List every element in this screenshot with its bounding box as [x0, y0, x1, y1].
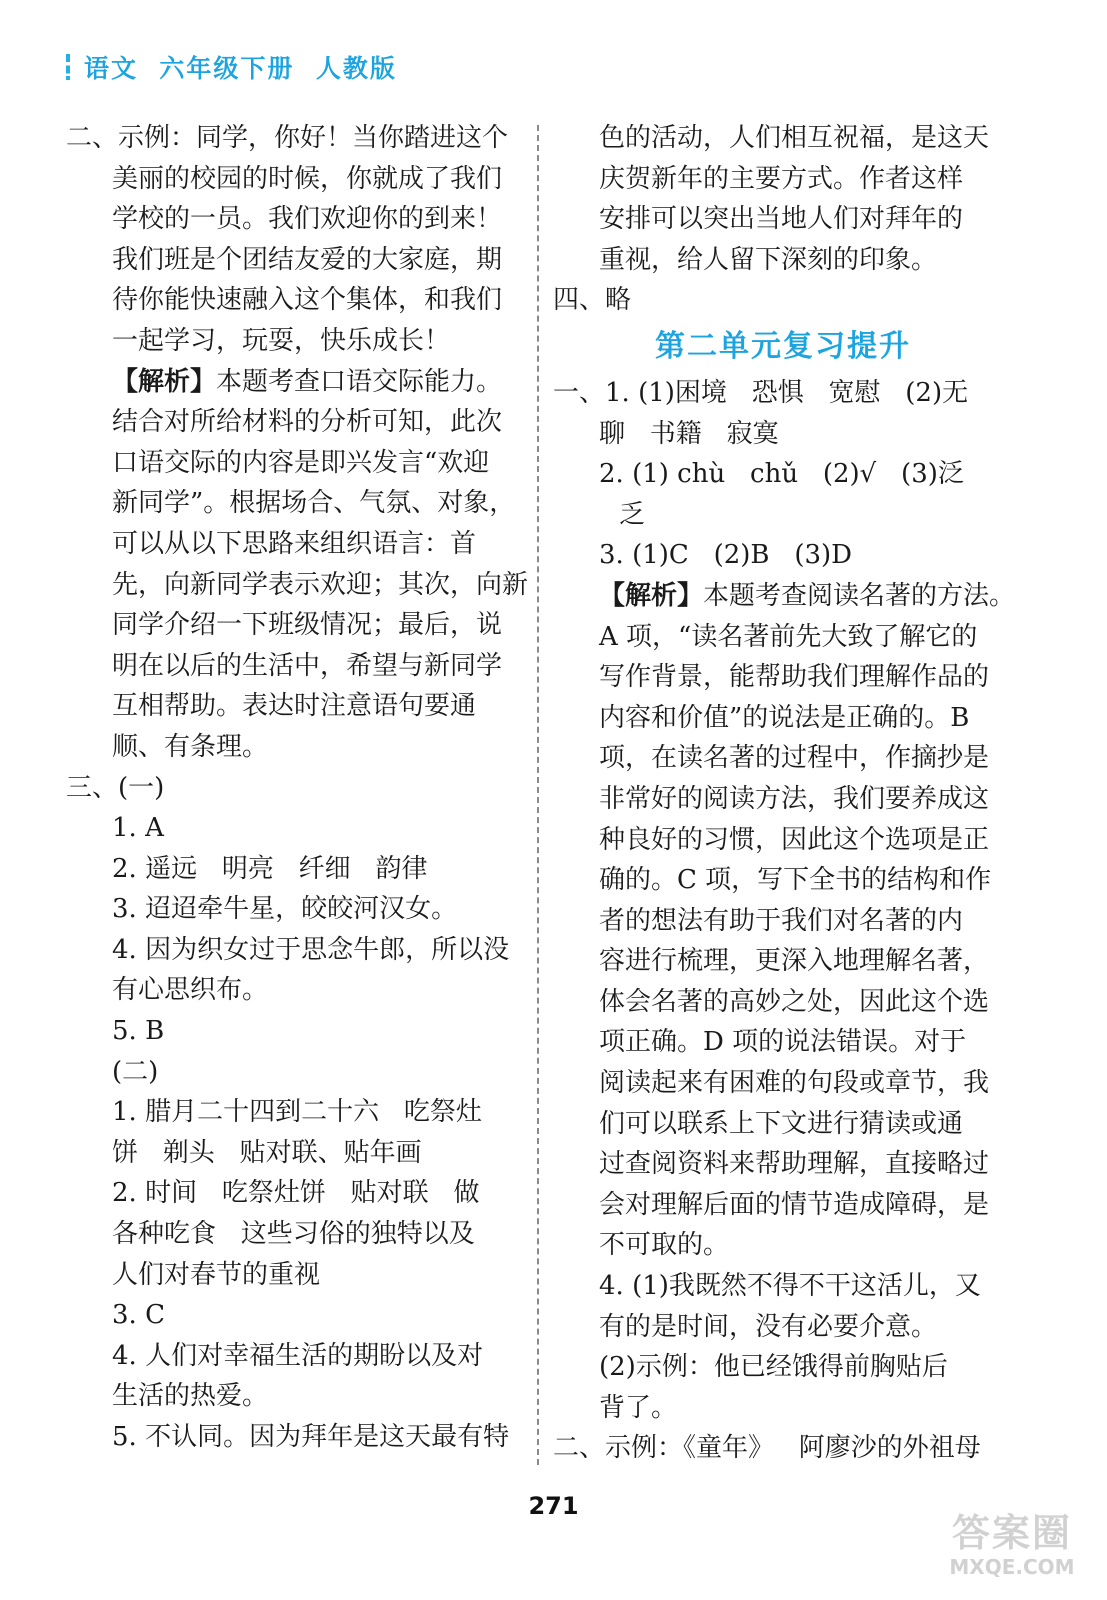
analysis-line [553, 576, 1016, 617]
analysis-line [66, 362, 522, 403]
section-heading: 二、示例：《童年》 阿廖沙的外祖母 [553, 1433, 981, 1464]
answer-line: 人们对春节的重视 [112, 1259, 321, 1290]
text-line: 重视，给人留下深刻的印象。 [599, 244, 938, 275]
page-header [66, 50, 397, 84]
text-line: 内容和价值”的说法是正确的。B [599, 702, 970, 733]
answer-line: (2)示例：他已经饿得前胸贴后 [599, 1352, 948, 1383]
text-line: 互相帮助。表达时注意语句要通 [112, 691, 477, 722]
text-line: 会对理解后面的情节造成障碍，是 [599, 1189, 990, 1220]
text-line: 写作背景，能帮助我们理解作品的 [599, 662, 990, 693]
analysis-label: 【解析】 [599, 580, 704, 611]
answer-line: 2. 遥远 明亮 纤细 韵律 [112, 853, 428, 884]
answer-line: 4. 人们对幸福生活的期盼以及对 [112, 1340, 484, 1371]
answer-line: 3. 迢迢牵牛星，皎皎河汉女。 [112, 894, 458, 925]
text-line: 待你能快速融入这个集体，和我们 [112, 285, 503, 316]
text-line: 先，向新同学表示欢迎；其次，向新 [112, 569, 529, 600]
section-heading: 三、(一) [66, 772, 165, 803]
header-accent-bar [66, 54, 70, 80]
text-line: 美丽的校园的时候，你就成了我们 [112, 163, 503, 194]
text-line: 一起学习，玩耍，快乐成长！ [112, 325, 451, 356]
left-column [66, 118, 529, 1458]
answer-line: 有心思织布。 [112, 975, 269, 1006]
answer-line: 1. A [112, 813, 164, 844]
answer-line: 5. 不认同。因为拜年是这天最有特 [112, 1422, 510, 1452]
text-line: 种良好的习惯，因此这个选项是正 [599, 824, 990, 855]
answer-line: 3. C [112, 1300, 165, 1331]
text-line: 不可取的。 [599, 1230, 730, 1261]
answer-line: 各种吃食 这些习俗的独特以及 [112, 1219, 475, 1250]
text-line: 色的活动，人们相互祝福，是这天 [599, 123, 990, 153]
text-line: 非常好的阅读方法，我们要养成这 [599, 783, 990, 814]
answer-line: 饼 剃头 贴对联、贴年画 [112, 1137, 422, 1168]
text-line: 同学介绍一下班级情况；最后，说 [112, 610, 503, 641]
text-line: 二、示例：同学，你好！当你踏进这个 [66, 123, 509, 153]
unit-title: 第二单元复习提升 [655, 328, 911, 364]
answer-line: 有的是时间，没有必要介意。 [599, 1311, 938, 1342]
column-divider [537, 125, 539, 1465]
text-line: 确的。C 项，写下全书的结构和作 [599, 865, 992, 896]
analysis-label: 【解析】 [112, 366, 217, 397]
text-line: 容进行梳理，更深入地理解名著， [599, 946, 990, 977]
watermark-url: MXQE.COM [949, 1555, 1075, 1579]
text-line: 体会名著的高妙之处，因此这个选 [599, 986, 990, 1017]
text-line: 明在以后的生活中，希望与新同学 [112, 650, 503, 681]
text-line: 项正确。D 项的说法错误。对于 [599, 1027, 967, 1058]
answer-line: 4. 因为织女过于思念牛郎，所以没 [112, 934, 510, 965]
text-line: 结合对所给材料的分析可知，此次 [112, 407, 503, 438]
text-line: 可以从以下思路来组织语言：首 [112, 528, 477, 559]
text-line: 者的想法有助于我们对名著的内 [599, 905, 964, 936]
text-line: A 项，“读名著前先大致了解它的 [599, 621, 978, 652]
text-line: 项，在读名著的过程中，作摘抄是 [599, 743, 990, 774]
text-line: 口语交际的内容是即兴发言“欢迎 [112, 447, 490, 478]
text-line: 们可以联系上下文进行猜读或通 [599, 1108, 964, 1139]
subsection-heading: (二) [112, 1056, 159, 1087]
answer-line: 4. (1)我既然不得不干这活儿，又 [599, 1271, 981, 1302]
text-line: 安排可以突出当地人们对拜年的 [599, 204, 964, 235]
answer-line: 聊 书籍 寂寞 [599, 418, 779, 449]
answer-line: 背了。 [599, 1392, 678, 1423]
answer-line: 2. (1) chù chǔ (2)√ (3)泛 [599, 459, 964, 490]
section-heading: 四、略 [553, 285, 632, 316]
watermark [937, 1510, 1087, 1590]
text-line: 新同学”。根据场合、气氛、对象， [112, 488, 516, 519]
answer-line: 乏 [619, 499, 646, 530]
right-column [553, 118, 1016, 1469]
text-line: 学校的一员。我们欢迎你的到来！ [112, 204, 503, 235]
text-line: 庆贺新年的主要方式。作者这样 [599, 163, 964, 194]
text-line: 阅读起来有困难的句段或章节，我 [599, 1068, 990, 1099]
answer-line: 5. B [112, 1016, 165, 1047]
text-span: 本题考查阅读名著的方法。 [703, 580, 1016, 611]
answer-line: 一、1. (1)困境 恐惧 宽慰 (2)无 [553, 377, 969, 408]
page-number: 271 [528, 1492, 579, 1520]
header-title: 语文 六年级下册 人教版 [84, 54, 397, 83]
watermark-logo: 答案圈 [951, 1511, 1072, 1555]
answer-line: 生活的热爱。 [112, 1381, 269, 1412]
answer-line: 3. (1)C (2)B (3)D [599, 540, 852, 571]
answer-line: 2. 时间 吃祭灶饼 贴对联 做 [112, 1178, 480, 1209]
answer-line: 1. 腊月二十四到二十六 吃祭灶 [112, 1097, 482, 1128]
text-line: 顺、有条理。 [112, 731, 269, 762]
text-line: 过查阅资料来帮助理解，直接略过 [599, 1149, 990, 1180]
text-line: 我们班是个团结友爱的大家庭，期 [112, 244, 503, 275]
text-span: 本题考查口语交际能力。 [216, 366, 503, 397]
